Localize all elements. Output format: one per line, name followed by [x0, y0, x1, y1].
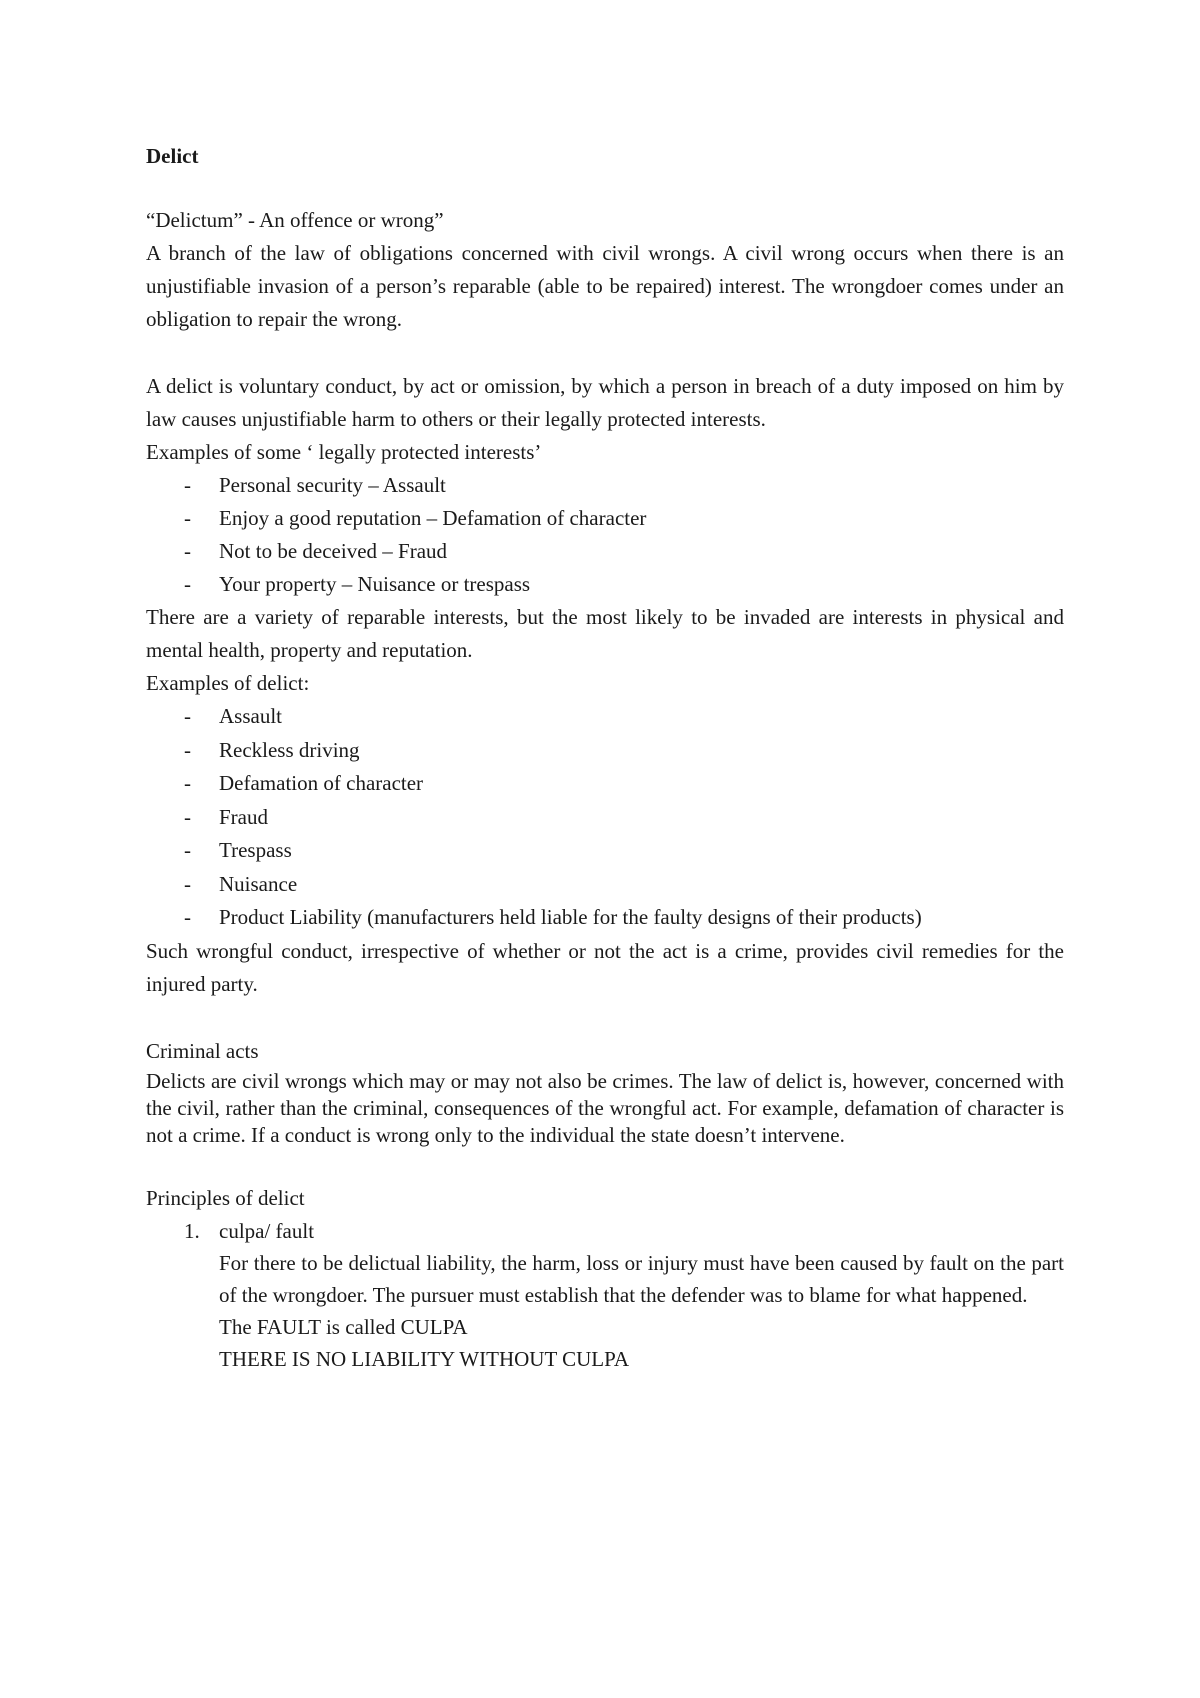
list-item-text: Not to be deceived – Fraud: [219, 539, 448, 563]
list-item-text: Fraud: [219, 804, 268, 829]
list-item-text: Product Liability (manufacturers held liable for the faulty designs of their products): [219, 905, 922, 929]
list-item: [146, 568, 1064, 601]
principles-list: [146, 1215, 1064, 1247]
principle-text: For there to be delictual liability, the harm, loss or injury must have been caused by fault on the part of the wrongdoer. The pursuer must establish that the defender was to blame for what happened.: [219, 1250, 1064, 1307]
dash-bullet: -: [184, 737, 191, 762]
reparable-paragraph: There are a variety of reparable interests, but the most likely to be invaded are interests in physical and mental health, property and reputation.: [146, 605, 1064, 662]
list-item: [146, 535, 1064, 568]
list-item-text: Nuisance: [219, 871, 298, 896]
list-item-text: Defamation of character: [219, 771, 424, 795]
list-item: [146, 700, 1064, 734]
interests-heading: Examples of some ‘ legally protected interests’: [146, 440, 542, 464]
delict-paragraph: A delict is voluntary conduct, by act or omission, by which a person in breach of a duty imposed on him by law causes unjustifiable harm to others or their legally protected interests.: [146, 374, 1064, 431]
list-item: [146, 734, 1064, 768]
intro-paragraph: A branch of the law of obligations concerned with civil wrongs. A civil wrong occurs when there is an unjustifiable invasion of a person’s reparable (able to be repaired) interest. The wrongdoer comes under an obligation to repair the wrong.: [146, 241, 1064, 331]
dash-bullet: -: [184, 539, 191, 563]
list-item: [146, 801, 1064, 835]
list-number: 1.: [184, 1218, 200, 1243]
definition-line: “Delictum” - An offence or wrong”: [146, 208, 444, 232]
principle-line-b: THERE IS NO LIABILITY WITHOUT CULPA: [219, 1346, 630, 1371]
list-item-text: Enjoy a good reputation – Defamation of character: [219, 506, 647, 530]
dash-bullet: -: [184, 804, 191, 829]
dash-bullet: -: [184, 572, 191, 596]
list-item-text: Personal security – Assault: [219, 473, 446, 497]
dash-bullet: -: [184, 905, 191, 929]
examples-list: [146, 700, 1064, 935]
criminal-paragraph: Delicts are civil wrongs which may or may not also be crimes. The law of delict is, however, concerned with the civil, rather than the criminal, consequences of the wrongful act. For example, defamation of character is not a crime. If a conduct is wrong only to the individual the state doesn’t intervene.: [146, 1068, 1064, 1147]
list-item: [146, 767, 1064, 801]
document-page: [146, 140, 1064, 1375]
list-item-text: Trespass: [219, 838, 292, 862]
principle-title: culpa/ fault: [219, 1218, 315, 1243]
list-item: [146, 1215, 1064, 1247]
list-item-text: Assault: [219, 704, 282, 728]
criminal-heading: Criminal acts: [146, 1038, 259, 1063]
dash-bullet: -: [184, 838, 191, 862]
remedies-paragraph: Such wrongful conduct, irrespective of whether or not the act is a crime, provides civil remedies for the injured party.: [146, 938, 1064, 996]
list-item: [146, 502, 1064, 535]
dash-bullet: -: [184, 871, 191, 896]
list-item-text: Your property – Nuisance or trespass: [219, 572, 531, 596]
list-item: [146, 868, 1064, 902]
list-item: [146, 469, 1064, 502]
principle-line-a: The FAULT is called CULPA: [219, 1314, 468, 1339]
dash-bullet: -: [184, 704, 191, 728]
examples-heading: Examples of delict:: [146, 671, 310, 695]
list-item: [146, 901, 1064, 935]
principles-heading: Principles of delict: [146, 1185, 305, 1210]
document-title: Delict: [146, 144, 199, 168]
interests-list: [146, 469, 1064, 601]
list-item-text: Reckless driving: [219, 737, 360, 762]
list-item: [146, 834, 1064, 868]
dash-bullet: -: [184, 771, 191, 795]
dash-bullet: -: [184, 473, 191, 497]
dash-bullet: -: [184, 506, 191, 530]
